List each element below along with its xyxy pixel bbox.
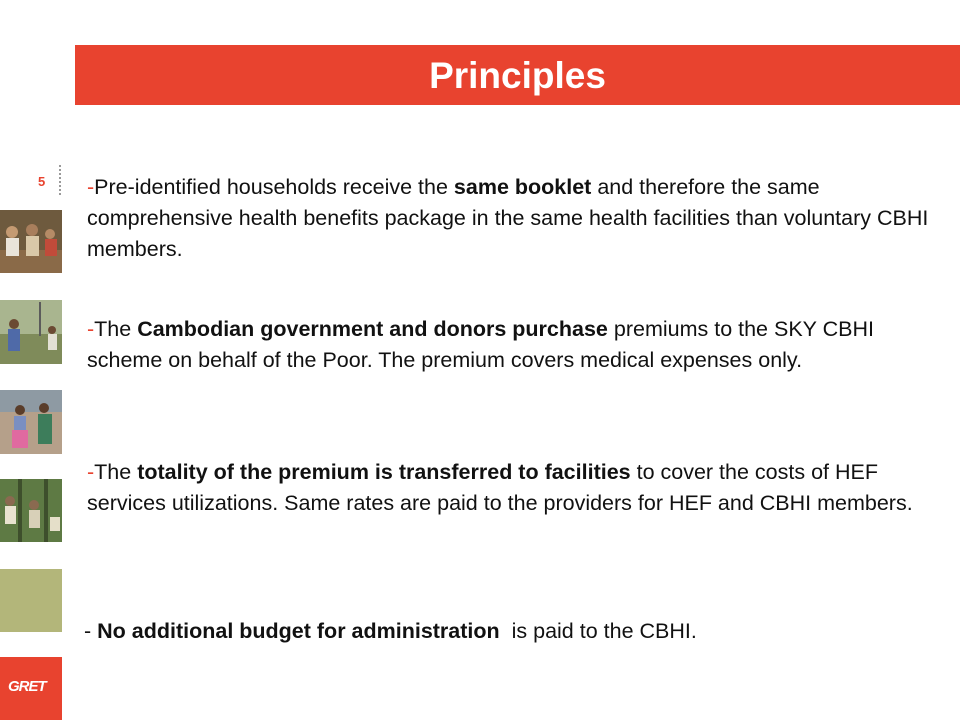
paragraph-4 (84, 616, 934, 647)
photo-workers-trees (0, 479, 62, 542)
text-before: The (94, 317, 138, 341)
logo-text: GRET (8, 678, 46, 695)
text-bold: same booklet (453, 175, 592, 199)
decorative-green-block (0, 569, 62, 632)
photo-villagers (0, 210, 62, 273)
text-bold: totality of the premium is transferred to facilities (137, 460, 631, 484)
text-after: and therefore the same comprehensive health benefits package in the same health facilities than voluntary CBHI members. (87, 175, 929, 261)
dash: - (87, 317, 95, 341)
text-bold: No additional budget for administration (97, 619, 500, 643)
slide-number: 5 (38, 174, 46, 189)
page-title: Principles (429, 55, 606, 96)
paragraph-3 (87, 457, 937, 519)
paragraph-1 (87, 172, 937, 265)
dash: - (87, 460, 95, 484)
text-after: is paid to the CBHI. (499, 619, 697, 643)
text-after: premiums to the SKY CBHI scheme on behalf of the Poor. The premium covers medical expenses only. (87, 317, 874, 372)
dash: - (87, 175, 95, 199)
gret-logo (0, 657, 62, 720)
photo-field-workers (0, 300, 62, 364)
photo-women-market (0, 390, 62, 454)
dotted-divider (59, 165, 61, 195)
text-before: Pre-identified households receive the (94, 175, 454, 199)
paragraph-2 (87, 314, 937, 376)
text-after: to cover the costs of HEF services utilizations. Same rates are paid to the providers for HEF and CBHI members. (87, 460, 913, 515)
dash: - (84, 619, 98, 643)
text-bold: Cambodian government and donors purchase (137, 317, 608, 341)
text-before: The (94, 460, 138, 484)
